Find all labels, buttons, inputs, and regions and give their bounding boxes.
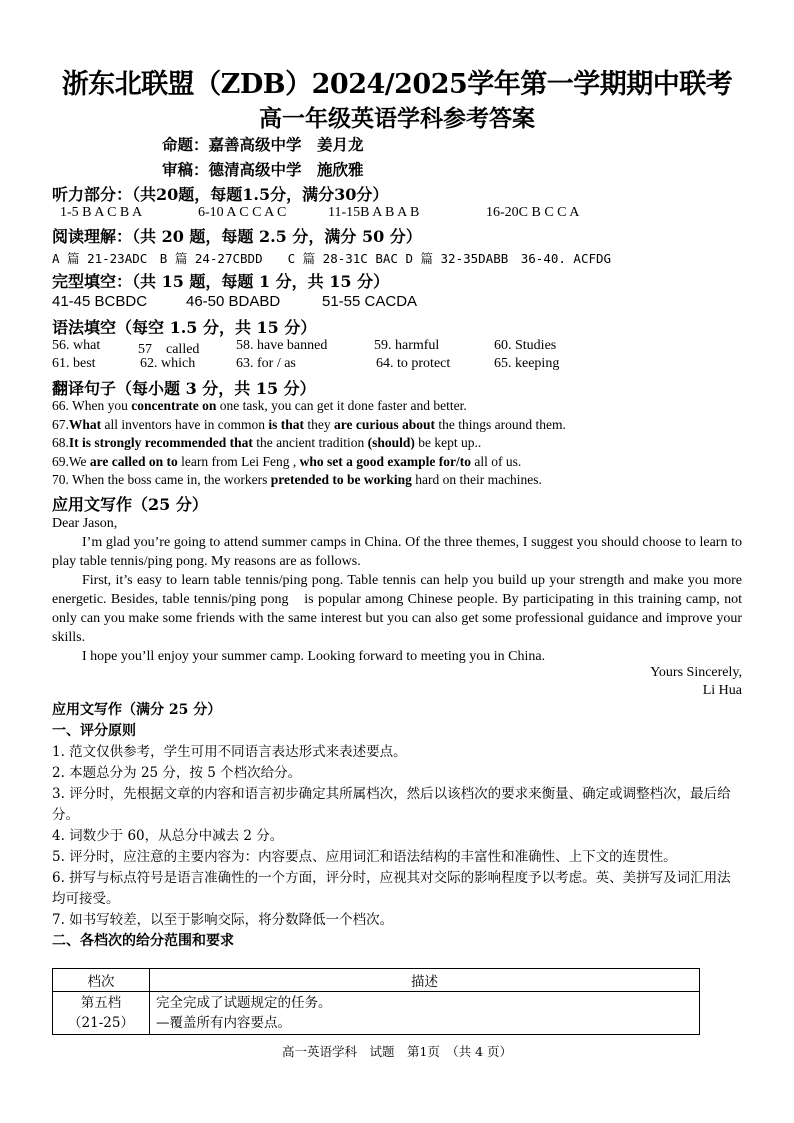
listening-heading: 听力部分：（共20题，每题1.5分，满分30分） xyxy=(52,185,389,204)
principle-item: 3. 评分时，先根据文章的内容和语言初步确定其所属档次，然后以该档次的要求来衡量、确定或调整档次，最后给分。 xyxy=(52,786,731,823)
translation-heading: 翻译句子（每小题 3 分，共 15 分） xyxy=(52,379,316,398)
listening-answer: 1-5 B A C B A xyxy=(60,205,143,220)
grammar-answer: 65. keeping xyxy=(494,356,560,371)
grammar-answer: 59. harmful xyxy=(374,338,440,353)
reviewer-credit: 审稿：德清高级中学 施欣雅 xyxy=(162,160,364,179)
level-desc: —覆盖所有内容要点。 xyxy=(156,1015,291,1031)
exam-title: 浙东北联盟（ZDB）2024/2025学年第一学期期中联考 xyxy=(61,69,733,100)
sample-essay xyxy=(52,514,742,666)
page-footer: 高一英语学科 试题 第1页 （共 4 页） xyxy=(281,1044,513,1059)
translation-70: 70. When the boss came in, the workers pretended to be working hard on their machines. xyxy=(52,472,542,487)
grammar-answer: 60. Studies xyxy=(494,338,557,353)
essay-closing: Yours Sincerely, xyxy=(650,665,742,680)
writing-heading: 应用文写作（25 分） xyxy=(52,495,208,514)
translation-69: 69.We are called on to learn from Lei Feng , who set a good example for/to all of us. xyxy=(52,454,522,469)
desc-cell xyxy=(150,992,700,1035)
cloze-answer: 51-55 CACDA xyxy=(322,293,418,310)
table-header-level: 档次 xyxy=(53,969,150,992)
essay-paragraph: First, it’s easy to learn table tennis/ping pong. Table tennis can help you build up your strength and make you more energetic. Besides, table tennis/ping pong is popular among Chinese people. By participating in this training camp, not only can you make some friends with the same interest but you can also get some professional guidance and improve your skills. xyxy=(52,573,742,645)
principle-item: 2. 本题总分为 25 分，按 5 个档次给分。 xyxy=(52,765,302,781)
principle-item: 6. 拼写与标点符号是语言准确性的一个方面，评分时，应视其对交际的影响程度予以考虑。英、美拼写及词汇用法均可接受。 xyxy=(52,870,731,907)
principle-item: 7. 如书写较差，以至于影响交际，将分数降低一个档次。 xyxy=(52,912,394,928)
levels-heading: 二、各档次的给分范围和要求 xyxy=(52,933,234,949)
reading-heading: 阅读理解：（共 20 题，每题 2.5 分，满分 50 分） xyxy=(52,227,422,246)
exam-subtitle: 高一年级英语学科参考答案 xyxy=(259,105,535,132)
level-range: （21-25） xyxy=(68,1015,134,1031)
cloze-answer: 46-50 BDABD xyxy=(186,293,281,310)
grammar-answer: 56. what xyxy=(52,338,101,353)
rubric-section xyxy=(52,700,744,952)
author-credit: 命题：嘉善高级中学 姜月龙 xyxy=(162,135,364,154)
essay-greeting: Dear Jason, xyxy=(52,516,118,531)
grammar-answer: 64. to protect xyxy=(376,356,451,371)
translation-67: 67.What all inventors have in common is that they are curious about the things around them. xyxy=(52,417,566,432)
level-name: 第五档 xyxy=(80,995,122,1011)
essay-signature: Li Hua xyxy=(702,683,742,698)
grading-table xyxy=(52,968,700,1035)
grammar-answer: 57 called xyxy=(138,342,200,357)
translation-68: 68.It is strongly recommended that the ancient tradition (should) be kept up.. xyxy=(52,435,482,450)
listening-answer: 16-20C B C C A xyxy=(486,205,580,220)
level-desc: 完全完成了试题规定的任务。 xyxy=(156,995,332,1011)
grammar-answer: 63. for / as xyxy=(236,356,296,371)
principles-heading: 一、评分原则 xyxy=(52,723,136,739)
rubric-heading: 应用文写作（满分 25 分） xyxy=(52,702,222,718)
principle-item: 1. 范文仅供参考，学生可用不同语言表达形式来表述要点。 xyxy=(52,744,407,760)
cloze-answer: 41-45 BCBDC xyxy=(52,293,148,310)
table-row xyxy=(53,992,700,1035)
grammar-answer: 62. which xyxy=(140,356,196,371)
translation-66: 66. When you concentrate on one task, you can get it done faster and better. xyxy=(52,398,467,413)
level-cell xyxy=(53,992,150,1035)
grammar-heading: 语法填空（每空 1.5 分，共 15 分） xyxy=(52,318,317,337)
principle-item: 4. 词数少于 60，从总分中减去 2 分。 xyxy=(52,828,284,844)
essay-paragraph: I hope you’ll enjoy your summer camp. Looking forward to meeting you in China. xyxy=(82,649,546,664)
listening-answer: 11-15B A B A B xyxy=(328,205,420,220)
grammar-answer: 58. have banned xyxy=(236,338,328,353)
table-header-desc: 描述 xyxy=(150,969,700,992)
listening-answer: 6-10 A C C A C xyxy=(198,205,287,220)
reading-answers: A 篇 21-23ADC B 篇 24-27CBDD C 篇 28-31C BAC D 篇 32-35DABB 36-40. ACFDG xyxy=(52,251,612,266)
principle-item: 5. 评分时，应注意的主要内容为：内容要点、应用词汇和语法结构的丰富性和准确性、上下文的连贯性。 xyxy=(52,849,677,865)
essay-paragraph: I’m glad you’re going to attend summer camps in China. Of the three themes, I suggest you should choose to learn to play table tennis/ping pong. My reasons are as follows. xyxy=(52,535,742,569)
grammar-answer: 61. best xyxy=(52,356,96,371)
cloze-heading: 完型填空：（共 15 题，每题 1 分，共 15 分） xyxy=(52,272,390,291)
